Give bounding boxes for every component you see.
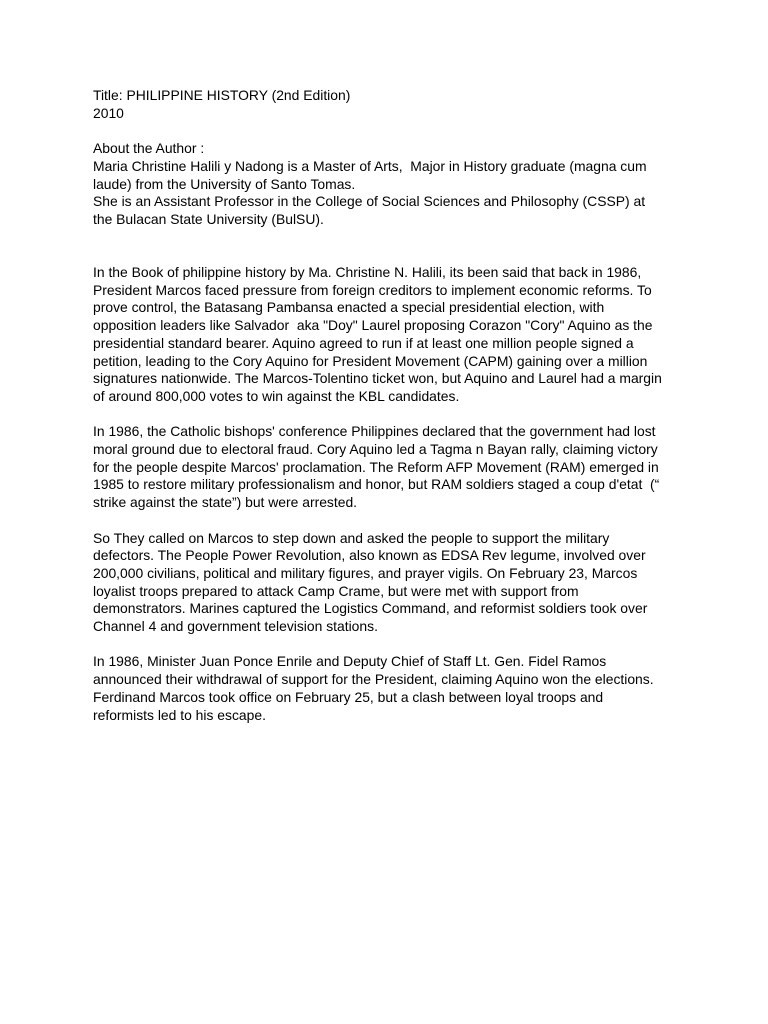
paragraph-4 — [93, 653, 683, 724]
paragraph-line: In 1986, the Catholic bishops' conference Philippines declared that the government had lost — [93, 423, 656, 440]
paragraph-3 — [93, 530, 683, 636]
about-author-line: the Bulacan State University (BulSU). — [93, 210, 324, 227]
paragraph-2 — [93, 423, 683, 512]
paragraph-line: demonstrators. Marines captured the Logistics Command, and reformist soldiers took over — [93, 600, 648, 617]
spacer — [93, 636, 683, 654]
about-author-line: She is an Assistant Professor in the College of Social Sciences and Philosophy (CSSP) at — [93, 193, 646, 210]
paragraph-line: strike against the state”) but were arrested. — [93, 494, 358, 511]
spacer — [93, 229, 683, 264]
paragraph-line: Ferdinand Marcos took office on February 25, but a clash between loyal troops and — [93, 688, 604, 705]
paragraph-line: President Marcos faced pressure from foreign creditors to implement economic reforms. To — [93, 281, 652, 298]
paragraph-1 — [93, 264, 683, 406]
publication-year: 2010 — [93, 104, 124, 121]
title-block — [93, 87, 683, 122]
paragraph-line: 1985 to restore military professionalism and honor, but RAM soldiers staged a coup d'etat (“ — [93, 476, 660, 493]
paragraph-line: In the Book of philippine history by Ma. Christine N. Halili, its been said that back in 1986, — [93, 264, 642, 280]
spacer — [93, 406, 683, 424]
paragraph-line: defectors. The People Power Revolution, also known as EDSA Rev legume, involved over — [93, 547, 646, 564]
paragraph-line: of around 800,000 votes to win against the KBL candidates. — [93, 387, 460, 404]
about-author-heading: About the Author : — [93, 140, 205, 157]
paragraph-line: Channel 4 and government television stations. — [93, 618, 378, 635]
spacer — [93, 512, 683, 530]
about-author-line: Maria Christine Halili y Nadong is a Master of Arts, Major in History graduate (magna cum — [93, 157, 647, 174]
document-title: Title: PHILIPPINE HISTORY (2nd Edition) — [93, 87, 351, 103]
paragraph-line: So They called on Marcos to step down and asked the people to support the military — [93, 529, 610, 546]
paragraph-line: announced their withdrawal of support for the President, claiming Aquino won the elections. — [93, 671, 654, 688]
about-author-block — [93, 140, 683, 229]
paragraph-line: for the people despite Marcos' proclamation. The Reform AFP Movement (RAM) emerged in — [93, 458, 659, 475]
paragraph-line: reformists led to his escape. — [93, 706, 266, 723]
paragraph-line: moral ground due to electoral fraud. Cory Aquino led a Tagma n Bayan rally, claiming victory — [93, 441, 658, 458]
paragraph-line: loyalist troops prepared to attack Camp Crame, but were met with support from — [93, 582, 579, 599]
spacer — [93, 122, 683, 140]
paragraph-line: opposition leaders like Salvador aka "Doy" Laurel proposing Corazon "Cory" Aquino as the — [93, 317, 653, 334]
paragraph-line: petition, leading to the Cory Aquino for President Movement (CAPM) gaining over a million — [93, 352, 648, 369]
about-author-line: laude) from the University of Santo Tomas. — [93, 175, 356, 192]
paragraph-line: 200,000 civilians, political and military figures, and prayer vigils. On February 23, Marcos — [93, 564, 638, 581]
paragraph-line: signatures nationwide. The Marcos-Tolentino ticket won, but Aquino and Laurel had a margin — [93, 370, 662, 387]
document-body — [93, 87, 683, 724]
paragraph-line: presidential standard bearer. Aquino agreed to run if at least one million people signed a — [93, 334, 634, 351]
paragraph-line: In 1986, Minister Juan Ponce Enrile and Deputy Chief of Staff Lt. Gen. Fidel Ramos — [93, 653, 607, 670]
paragraph-line: prove control, the Batasang Pambansa enacted a special presidential election, with — [93, 299, 605, 316]
